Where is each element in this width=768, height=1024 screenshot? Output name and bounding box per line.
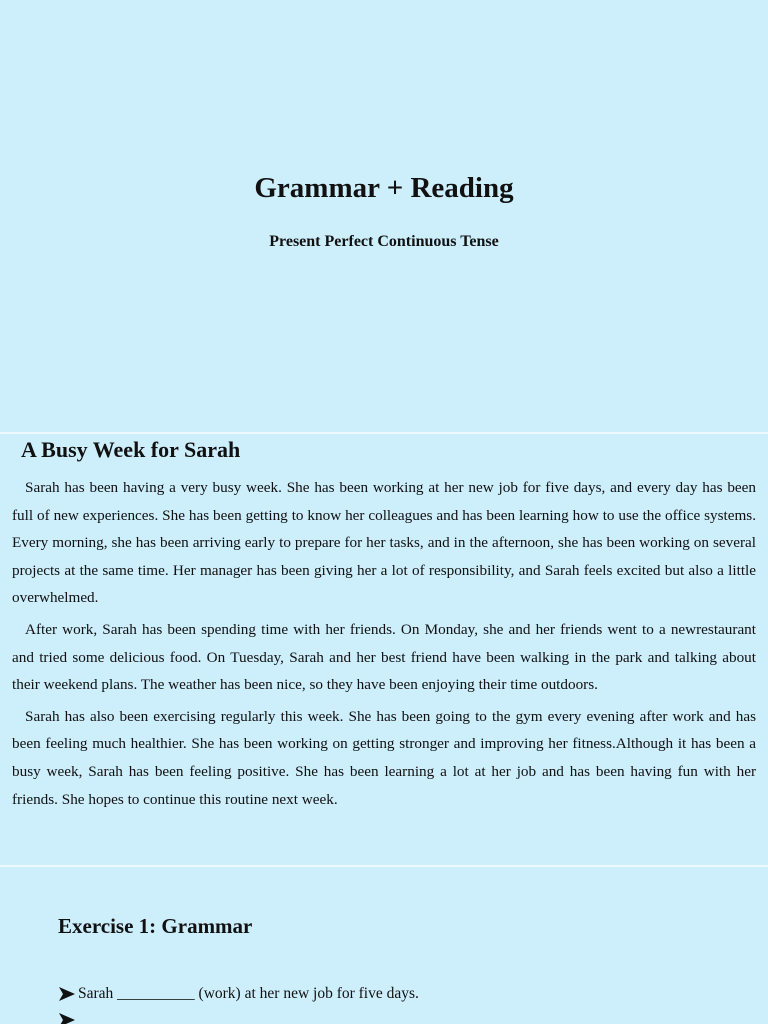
story-paragraph: Sarah has been having a very busy week. She has been working at her new job for five days, and every day has been full of new experiences. She has been getting to know her colleagues and has been learning how to use the office systems. Every morning, she has been arriving early to prepare for her tasks, and in the afternoon, she has been working on several projects at the same time. Her manager has been giving her a lot of responsibility, and Sarah feels excited but also a little overwhelmed.: [12, 479, 756, 607]
story-slide: [0, 434, 768, 865]
story-body: [12, 474, 756, 813]
exercise-item-text: Sarah __________ (work) at her new job for five days.: [78, 985, 419, 1002]
arrow-bullet-icon: [58, 1011, 76, 1024]
story-paragraph: After work, Sarah has been spending time with her friends. On Monday, she and her friends went to a newrestaurant and tried some delicious food. On Tuesday, Sarah and her best friend have been walking in the park and talking about their weekend plans. The weather has been nice, so they have been enjoying their time outdoors.: [12, 620, 756, 694]
arrow-bullet-icon: [58, 985, 76, 1003]
exercise-item: [58, 1008, 419, 1024]
title-slide: [0, 0, 768, 432]
exercise-slide: [0, 867, 768, 1024]
exercise-title: Exercise 1: Grammar: [58, 914, 253, 938]
story-title: A Busy Week for Sarah: [21, 437, 241, 462]
exercise-item: [58, 982, 419, 1006]
exercise-list: [58, 982, 419, 1024]
page-title: Grammar + Reading: [254, 172, 514, 204]
page-subtitle: Present Perfect Continuous Tense: [269, 233, 499, 250]
story-paragraph: Sarah has also been exercising regularly this week. She has been going to the gym every evening after work and has been feeling much healthier. She has been working on getting stronger and improving her fitness.Although it has been a busy week, Sarah has been feeling positive. She has been learning a lot at her job and has been having fun with her friends. She hopes to continue this routine next week.: [12, 707, 756, 808]
